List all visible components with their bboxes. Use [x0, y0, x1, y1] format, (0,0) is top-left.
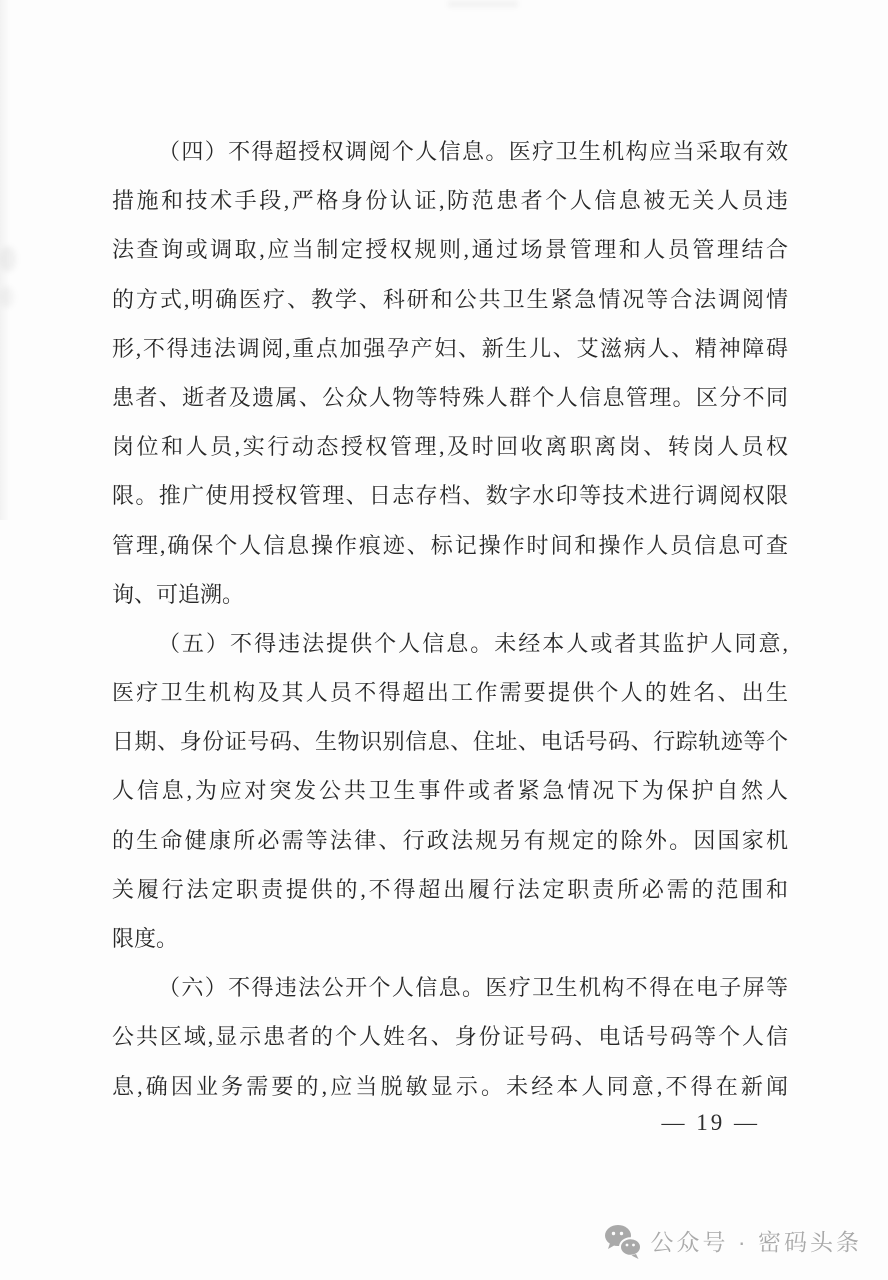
- text-line: 限度。: [112, 926, 179, 951]
- text-line: 息,确因业务需要的,应当脱敏显示。未经本人同意,不得在新闻: [112, 1073, 788, 1099]
- text-line: 人信息,为应对突发公共卫生事件或者紧急情况下为保护自然人: [112, 778, 788, 804]
- text-line: （五）不得违法提供个人信息。未经本人或者其监护人同意,: [158, 630, 788, 656]
- text-line: 管理,确保个人信息操作痕迹、标记操作时间和操作人员信息可查: [112, 532, 788, 558]
- scan-artifact: [0, 286, 14, 308]
- text-line: 关履行法定职责提供的,不得超出履行法定职责所必需的范围和: [112, 876, 788, 902]
- text-line: 患者、逝者及遗属、公众人物等特殊人群个人信息管理。区分不同: [112, 384, 788, 410]
- watermark: [604, 1222, 862, 1258]
- scan-artifact: [448, 0, 518, 8]
- text-line: 措施和技术手段,严格身份认证,防范患者个人信息被无关人员违: [112, 188, 788, 214]
- text-line: （六）不得违法公开个人信息。医疗卫生机构不得在电子屏等: [158, 975, 788, 1001]
- text-line: 的方式,明确医疗、教学、科研和公共卫生紧急情况等合法调阅情: [112, 286, 788, 312]
- document-body: [112, 127, 788, 1111]
- text-line: 岗位和人员,实行动态授权管理,及时回收离职离岗、转岗人员权: [112, 434, 788, 460]
- text-line: 公共区域,显示患者的个人姓名、身份证号码、电话号码等个人信: [112, 1024, 788, 1050]
- watermark-text: 公众号 · 密码头条: [650, 1228, 862, 1255]
- text-line: 医疗卫生机构及其人员不得超出工作需要提供个人的姓名、出生: [112, 680, 788, 706]
- scan-artifact: [0, 246, 16, 272]
- wechat-icon: [604, 1224, 642, 1260]
- scan-artifact: [0, 0, 10, 520]
- text-line: 限。推广使用授权管理、日志存档、数字水印等技术进行调阅权限: [112, 483, 788, 509]
- page-number: — 19 —: [661, 1110, 760, 1135]
- text-line: 法查询或调取,应当制定授权规则,通过场景管理和人员管理结合: [112, 237, 788, 263]
- text-line: 形,不得违法调阅,重点加强孕产妇、新生儿、艾滋病人、精神障碍: [112, 335, 788, 361]
- text-line: 询、可追溯。: [112, 581, 245, 607]
- text-line: 日期、身份证号码、生物识别信息、住址、电话号码、行踪轨迹等个: [112, 729, 788, 755]
- text-line: 的生命健康所必需等法律、行政法规另有规定的除外。因国家机: [112, 827, 788, 853]
- text-line: （四）不得超授权调阅个人信息。医疗卫生机构应当采取有效: [158, 139, 788, 164]
